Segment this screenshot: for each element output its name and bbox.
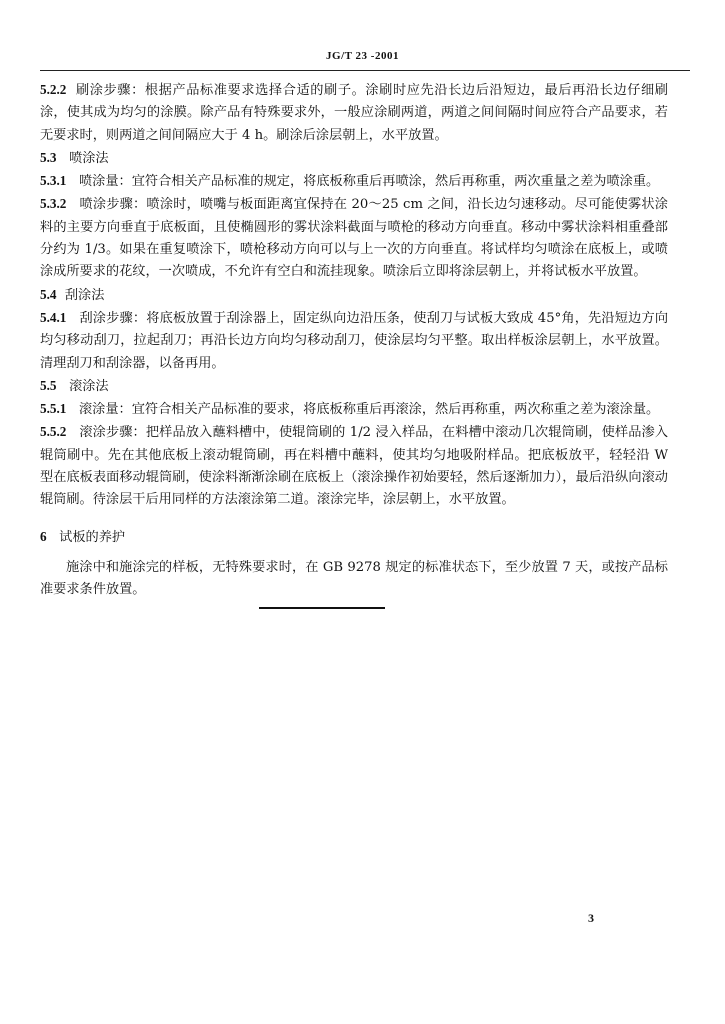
clause-number: 5.4.1 — [40, 309, 67, 325]
chapter-6-body: 施涂中和施涂完的样板，无特殊要求时，在 GB 9278 规定的标准状态下，至少放置 7 天，或按产品标准要求条件放置。 — [40, 559, 668, 598]
clause-number: 5.3.2 — [40, 196, 67, 212]
clause-number: 5.3 — [40, 149, 57, 165]
clause-text: 刮涂步骤：将底板放置于刮涂器上，固定纵向边沿压条，使刮刀与试板大致成 45°角，先沿短边方向均匀移动刮刀，拉起刮刀；再沿长边方向均匀移动刮刀，使涂层均匀平整。取出样板涂层朝上，水平放置。清理刮刀和刮涂器，以备再用。 — [40, 310, 669, 371]
clause-text: 喷涂量：宜符合相关产品标准的规定，将底板称重后再喷涂，然后再称重，两次重量之差为喷涂重。 — [78, 174, 660, 190]
clause-5-3-2 — [40, 193, 668, 283]
chapter-title: 试板的养护 — [59, 529, 126, 545]
header-rule — [40, 70, 690, 71]
clause-heading: 刮涂法 — [64, 287, 105, 303]
standard-code-header: JG/T 23 -2001 — [326, 50, 399, 62]
document-body — [40, 79, 668, 602]
chapter-6-heading — [40, 526, 668, 549]
clause-5-3-1 — [40, 170, 668, 193]
section-gap — [40, 549, 668, 557]
clause-number: 5.2.2 — [40, 82, 67, 97]
clause-text: 刷涂步骤：根据产品标准要求选择合适的刷子。涂刷时应先沿长边后沿短边，最后再沿长边仔细刷涂，使其成为均匀的涂膜。除产品有特殊要求外，一般应涂刷两道，两道之间间隔时间应符合产品要求，若无要求时，则两道之间间隔应大于 4 h。刷涂后涂层朝上，水平放置。 — [40, 83, 668, 143]
clause-text: 滚涂量：宜符合相关产品标准的要求，将底板称重后再滚涂，然后再称重，两次称重之差为滚涂量。 — [78, 402, 660, 418]
heading-5-4 — [40, 284, 668, 307]
clause-number: 5.5.1 — [40, 401, 67, 417]
clause-text: 滚涂步骤：把样品放入蘸料槽中，使辊筒刷的 1/2 浸入样品，在料槽中滚动几次辊筒刷，使样品渗入辊筒刷中。先在其他底板上滚动辊筒刷，再在料槽中蘸料，使其均匀地吸附样品。把底板放平，轻轻沿 W 型在底板表面移动辊筒刷，使涂料渐渐涂刷在底板上（滚涂操作初始要轻，然后逐渐加力），最后沿纵向滚动辊筒刷。待涂层干后用同样的方法滚涂第二道。滚涂完毕，涂层朝上，水平放置。 — [40, 425, 669, 508]
clause-number: 5.4 — [40, 286, 57, 302]
heading-5-3 — [40, 147, 668, 170]
chapter-number: 6 — [40, 528, 47, 544]
heading-5-5 — [40, 375, 668, 398]
clause-5-2-2 — [40, 79, 668, 147]
clause-text: 喷涂步骤：喷涂时，喷嘴与板面距离宜保持在 20～25 cm 之间，沿长边匀速移动。尽可能使雾状涂料的主要方向垂直于底板面，且使椭圆形的雾状涂料截面与喷枪的移动方向垂直。移动中雾状涂料相重叠部分约为 1/3。如果在重复喷涂下，喷枪移动方向可以与上一次的方向垂直。将试样均匀喷涂在底板上，或喷涂成所要求的花纹，一次喷成，不允许有空白和流挂现象。喷涂后立即将涂层朝上，并将试板水平放置。 — [40, 197, 668, 280]
clause-heading: 滚涂法 — [69, 378, 109, 394]
clause-number: 5.5.2 — [40, 424, 67, 440]
clause-number: 5.3.1 — [40, 173, 67, 189]
end-of-document-rule — [259, 607, 385, 609]
section-gap — [40, 512, 668, 526]
clause-number: 5.5 — [40, 377, 57, 393]
clause-5-5-2 — [40, 421, 668, 511]
clause-heading: 喷涂法 — [69, 150, 109, 166]
clause-5-4-1 — [40, 307, 668, 375]
page-number: 3 — [588, 911, 594, 925]
clause-5-5-1 — [40, 398, 668, 421]
